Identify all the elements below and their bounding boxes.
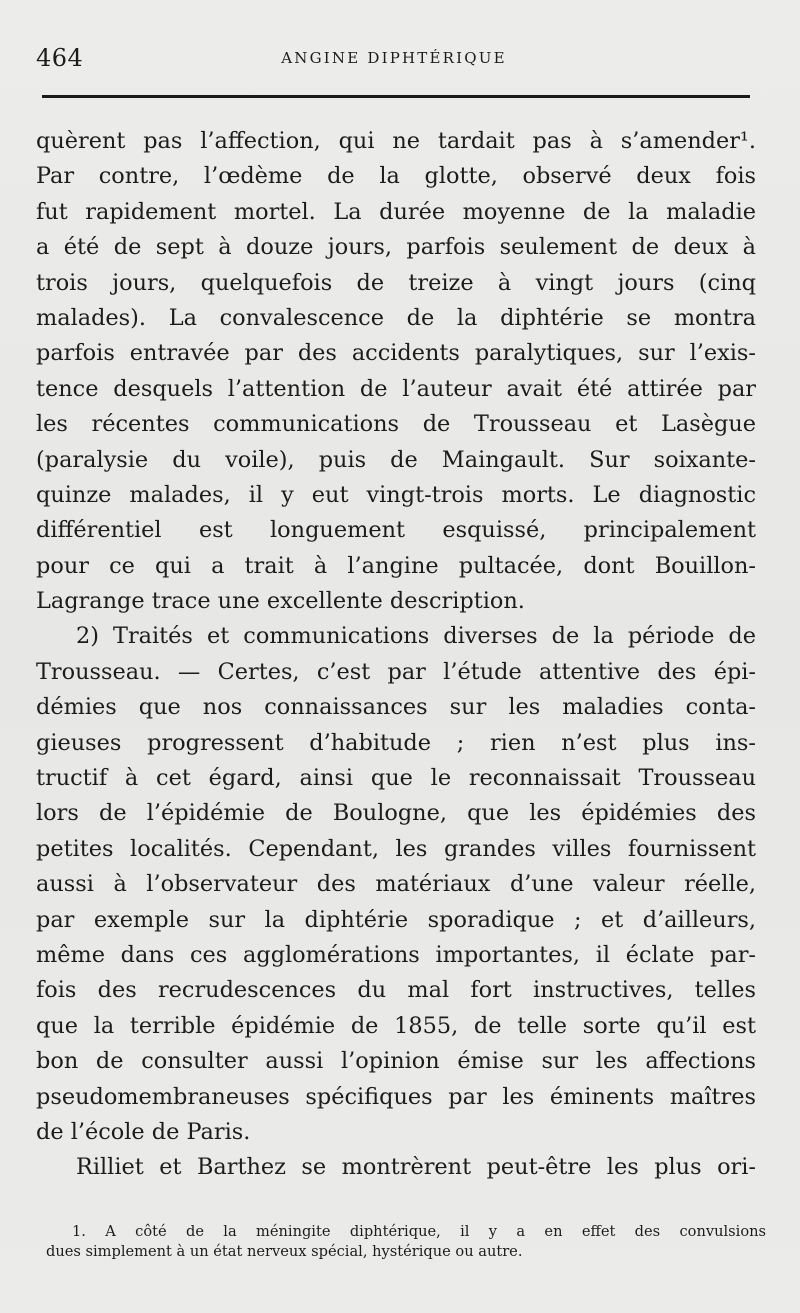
- footnote-line: dues simplement à un état nerveux spécial, hystérique ou autre.: [46, 1243, 523, 1260]
- text-line-section-start: 2) Traités et communications diverses de la période de: [76, 623, 756, 650]
- text-line: démies que nos connaissances sur les maladies conta-: [36, 694, 756, 721]
- main-text: [36, 124, 756, 1186]
- text-line: (paralysie du voile), puis de Maingault. Sur soixante-: [36, 446, 756, 473]
- text-line: quinze malades, il y eut vingt-trois morts. Le diagnostic: [36, 481, 756, 508]
- text-line: fut rapidement mortel. La durée moyenne de la maladie: [36, 198, 756, 225]
- text-line: pour ce qui a trait à l’angine pultacée, dont Bouillon-: [36, 552, 756, 579]
- text-line: que la terrible épidémie de 1855, de telle sorte qu’il est: [36, 1012, 756, 1039]
- text-line: Lagrange trace une excellente description.: [36, 588, 525, 615]
- text-line: tence desquels l’attention de l’auteur avait été attirée par: [36, 375, 756, 402]
- page-number: 464: [36, 44, 84, 72]
- text-line: a été de sept à douze jours, parfois seulement de deux à: [36, 234, 756, 261]
- text-line: pseudomembraneuses spécifiques par les éminents maîtres: [36, 1083, 756, 1110]
- text-line: quèrent pas l’affection, qui ne tardait pas à s’amender¹.: [36, 128, 756, 154]
- text-line: trois jours, quelquefois de treize à vingt jours (cinq: [36, 269, 756, 296]
- text-line: fois des recrudescences du mal fort instructives, telles: [36, 977, 756, 1004]
- text-line: petites localités. Cependant, les grandes villes fournissent: [36, 835, 756, 862]
- footnote: [46, 1222, 766, 1262]
- text-line: parfois entravée par des accidents paralytiques, sur l’exis-: [36, 340, 756, 367]
- text-line: tructif à cet égard, ainsi que le reconnaissait Trousseau: [36, 765, 756, 792]
- text-line: aussi à l’observateur des matériaux d’une valeur réelle,: [36, 871, 756, 898]
- text-line: Par contre, l’œdème de la glotte, observé deux fois: [36, 163, 756, 190]
- running-title: ANGINE DIPHTÉRIQUE: [281, 49, 507, 67]
- text-line: lors de l’épidémie de Boulogne, que les épidémies des: [36, 800, 756, 827]
- text-line-paragraph-start: Rilliet et Barthez se montrèrent peut-être les plus ori-: [76, 1154, 756, 1181]
- text-line: différentiel est longuement esquissé, principalement: [36, 517, 756, 544]
- text-line: Trousseau. — Certes, c’est par l’étude attentive des épi-: [36, 658, 756, 685]
- text-line: bon de consulter aussi l’opinion émise sur les affections: [36, 1048, 756, 1075]
- header-rule: [42, 95, 750, 98]
- text-line: gieuses progressent d’habitude ; rien n’est plus ins-: [36, 729, 756, 756]
- text-line: de l’école de Paris.: [36, 1118, 251, 1145]
- text-line: même dans ces agglomérations importantes, il éclate par-: [36, 941, 756, 968]
- footnote-line: 1. A côté de la méningite diphtérique, il y a en effet des convulsions: [72, 1223, 766, 1240]
- text-line: malades). La convalescence de la diphtérie se montra: [36, 304, 756, 331]
- page-header: [36, 44, 752, 74]
- text-line: par exemple sur la diphtérie sporadique ; et d’ailleurs,: [36, 906, 756, 933]
- text-line: les récentes communications de Trousseau et Lasègue: [36, 411, 756, 438]
